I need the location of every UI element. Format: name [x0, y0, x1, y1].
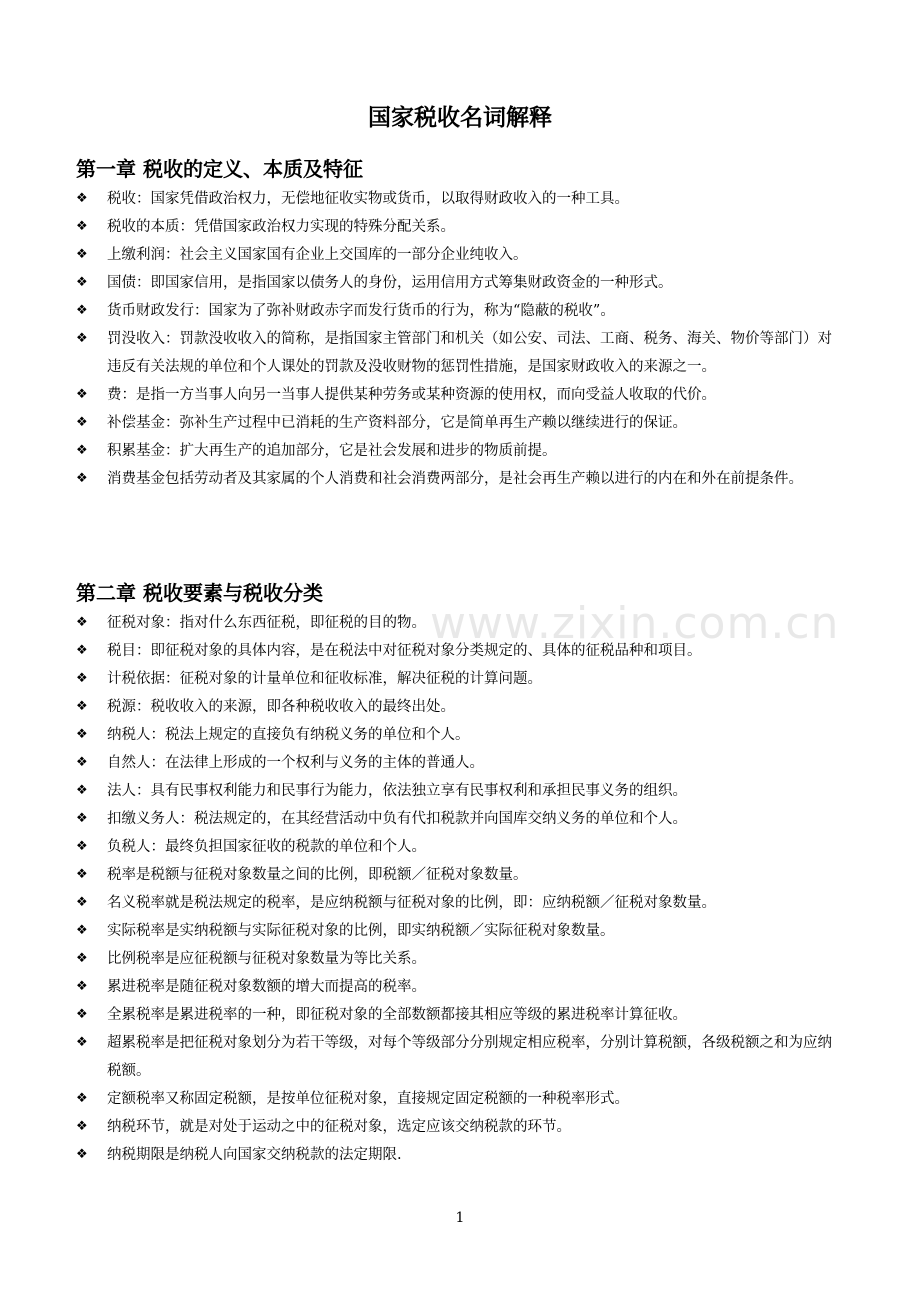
list-item-text: 比例税率是应征税额与征税对象数量为等比关系。: [107, 951, 426, 967]
list-item-text: 纳税期限是纳税人向国家交纳税款的法定期限.: [107, 1147, 402, 1163]
diamond-bullet-icon: ❖: [76, 443, 88, 458]
diamond-bullet-icon: ❖: [76, 615, 88, 630]
list-item-text: 税率是税额与征税对象数量之间的比例，即税额／征税对象数量。: [107, 867, 528, 883]
list-item: [0, 973, 839, 1001]
list-item: [0, 889, 839, 917]
list-item-text: 实际税率是实纳税额与实际征税对象的比例，即实纳税额／实际征税对象数量。: [107, 923, 615, 939]
list-item-text: 税目：即征税对象的具体内容，是在税法中对征税对象分类规定的、具体的征税品种和项目。: [107, 643, 702, 659]
list-item: [0, 749, 839, 777]
list-item-text: 负税人：最终负担国家征收的税款的单位和个人。: [107, 839, 426, 855]
list-item: [0, 241, 839, 269]
watermark: www.zixin.com.cn: [430, 598, 840, 649]
list-item-text: 自然人：在法律上形成的一个权利与义务的主体的普通人。: [107, 755, 484, 771]
list-item-text: 货币财政发行：国家为了弥补财政赤字而发行货币的行为，称为“隐蔽的税收”。: [107, 303, 615, 319]
list-item-text: 定额税率又称固定税额，是按单位征税对象，直接规定固定税额的一种税率形式。: [107, 1091, 629, 1107]
list-item: [0, 213, 839, 241]
list-item: [0, 609, 839, 637]
list-item: [0, 637, 839, 665]
list-item: [0, 721, 839, 749]
diamond-bullet-icon: ❖: [76, 783, 88, 798]
diamond-bullet-icon: ❖: [76, 275, 88, 290]
list-item-text: 税收的本质：凭借国家政治权力实现的特殊分配关系。: [107, 219, 455, 235]
list-item: [0, 409, 839, 437]
diamond-bullet-icon: ❖: [76, 387, 88, 402]
list-item: [0, 325, 839, 381]
diamond-bullet-icon: ❖: [76, 895, 88, 910]
list-item: [0, 1085, 839, 1113]
list-item-text: 税收：国家凭借政治权力，无偿地征收实物或货币，以取得财政收入的一种工具。: [107, 191, 629, 207]
list-item: [0, 805, 839, 833]
chapter-2: [0, 580, 920, 1169]
list-item-text: 扣缴义务人：税法规定的，在其经营活动中负有代扣税款并向国库交纳义务的单位和个人。: [107, 811, 687, 827]
document-title: 国家税收名词解释: [368, 105, 552, 131]
diamond-bullet-icon: ❖: [76, 415, 88, 430]
page-number: 1: [455, 1210, 465, 1226]
list-item: [0, 1113, 839, 1141]
list-item: [0, 693, 839, 721]
diamond-bullet-icon: ❖: [76, 1119, 88, 1134]
list-item-text: 国债：即国家信用，是指国家以债务人的身份，运用信用方式筹集财政资金的一种形式。: [107, 275, 673, 291]
list-item-text: 纳税人：税法上规定的直接负有纳税义务的单位和个人。: [107, 727, 470, 743]
list-item-text: 税源：税收收入的来源，即各种税收收入的最终出处。: [107, 699, 455, 715]
list-item: [0, 833, 839, 861]
list-item-text: 法人：具有民事权利能力和民事行为能力，依法独立享有民事权利和承担民事义务的组织。: [107, 783, 687, 799]
diamond-bullet-icon: ❖: [76, 643, 88, 658]
list-item: [0, 381, 839, 409]
diamond-bullet-icon: ❖: [76, 979, 88, 994]
list-item: [0, 665, 839, 693]
list-item-text: 上缴利润：社会主义国家国有企业上交国库的一部分企业纯收入。: [107, 247, 528, 263]
definition-list: [0, 185, 920, 493]
list-item-text: 计税依据：征税对象的计量单位和征收标准，解决征税的计算问题。: [107, 671, 542, 687]
list-item-text: 积累基金：扩大再生产的追加部分，它是社会发展和进步的物质前提。: [107, 443, 557, 459]
diamond-bullet-icon: ❖: [76, 727, 88, 742]
list-item-text: 费：是指一方当事人向另一当事人提供某种劳务或某种资源的使用权，而向受益人收取的代价。: [107, 387, 716, 403]
chapter-1: [0, 156, 920, 493]
diamond-bullet-icon: ❖: [76, 247, 88, 262]
list-item: [0, 1141, 839, 1169]
diamond-bullet-icon: ❖: [76, 755, 88, 770]
list-item-text: 纳税环节，就是对处于运动之中的征税对象，选定应该交纳税款的环节。: [107, 1119, 571, 1135]
diamond-bullet-icon: ❖: [76, 191, 88, 206]
list-item: [0, 861, 839, 889]
list-item-text: 全累税率是累进税率的一种，即征税对象的全部数额都接其相应等级的累进税率计算征收。: [107, 1007, 687, 1023]
diamond-bullet-icon: ❖: [76, 219, 88, 234]
diamond-bullet-icon: ❖: [76, 331, 88, 346]
diamond-bullet-icon: ❖: [76, 699, 88, 714]
diamond-bullet-icon: ❖: [76, 811, 88, 826]
list-item: [0, 185, 839, 213]
chapter-title: 第二章 税收要素与税收分类: [76, 581, 323, 605]
list-item-text: 名义税率就是税法规定的税率，是应纳税额与征税对象的比例，即：应纳税额／征税对象数量。: [107, 895, 716, 911]
diamond-bullet-icon: ❖: [76, 867, 88, 882]
list-item-text: 补偿基金：弥补生产过程中已消耗的生产资料部分，它是简单再生产赖以继续进行的保证。: [107, 415, 687, 431]
diamond-bullet-icon: ❖: [76, 839, 88, 854]
list-item: [0, 269, 839, 297]
diamond-bullet-icon: ❖: [76, 671, 88, 686]
diamond-bullet-icon: ❖: [76, 951, 88, 966]
list-item: [0, 465, 839, 493]
list-item-text: 超累税率是把征税对象划分为若干等级，对每个等级部分分别规定相应税率，分别计算税额，各级税额之和为应纳税额。: [107, 1035, 832, 1079]
definition-list: [0, 609, 920, 1169]
list-item: [0, 1001, 839, 1029]
list-item: [0, 437, 839, 465]
diamond-bullet-icon: ❖: [76, 1091, 88, 1106]
chapter-title: 第一章 税收的定义、本质及特征: [76, 157, 363, 181]
diamond-bullet-icon: ❖: [76, 303, 88, 318]
list-item-text: 消费基金包括劳动者及其家属的个人消费和社会消费两部分，是社会再生产赖以进行的内在和外在前提条件。: [107, 471, 803, 487]
list-item-text: 罚没收入：罚款没收收入的简称，是指国家主管部门和机关（如公安、司法、工商、税务、海关、物价等部门）对违反有关法规的单位和个人课处的罚款及没收财物的惩罚性措施，是国家财政收入的来源之一。: [107, 331, 832, 375]
list-item: [0, 1029, 839, 1085]
list-item-text: 累进税率是随征税对象数额的增大而提高的税率。: [107, 979, 426, 995]
list-item: [0, 917, 839, 945]
list-item: [0, 297, 839, 325]
diamond-bullet-icon: ❖: [76, 1147, 88, 1162]
list-item-text: 征税对象：指对什么东西征税，即征税的目的物。: [107, 615, 426, 631]
diamond-bullet-icon: ❖: [76, 1035, 88, 1050]
diamond-bullet-icon: ❖: [76, 1007, 88, 1022]
diamond-bullet-icon: ❖: [76, 471, 88, 486]
list-item: [0, 945, 839, 973]
list-item: [0, 777, 839, 805]
diamond-bullet-icon: ❖: [76, 923, 88, 938]
